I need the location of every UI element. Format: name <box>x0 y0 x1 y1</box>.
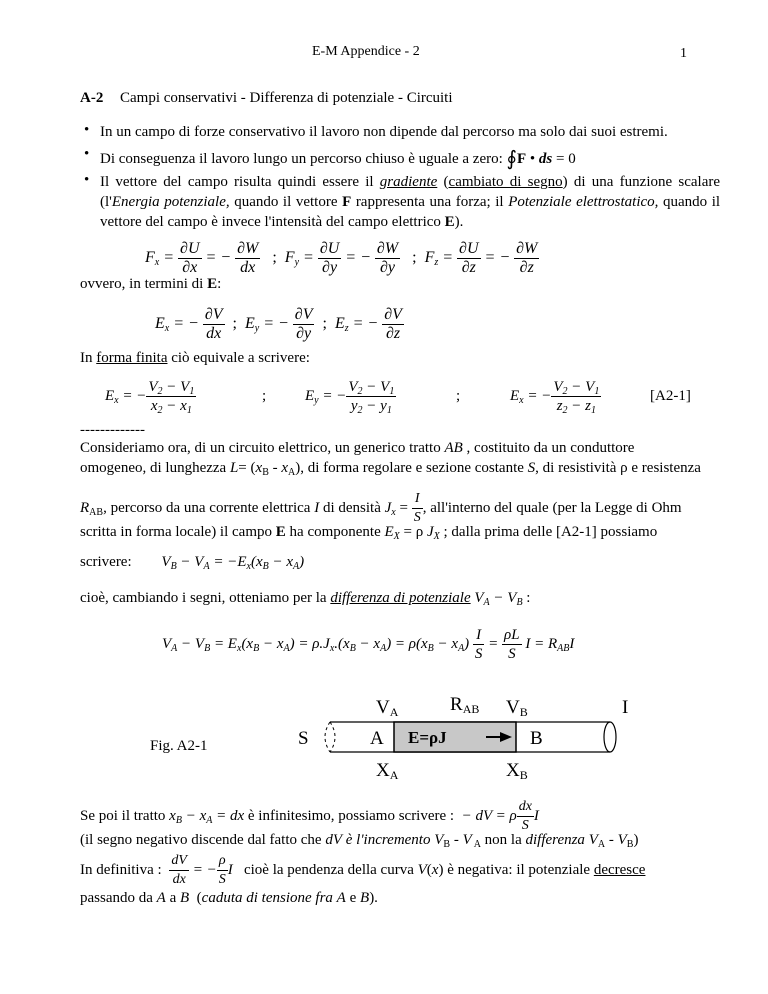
figure-caption: Fig. A2-1 <box>150 738 208 754</box>
section-title: Campi conservativi - Differenza di potenziale - Circuiti <box>120 90 453 106</box>
svg-text:XA: XA <box>376 760 399 782</box>
svg-text:XB: XB <box>506 760 528 782</box>
equation-force-gradient: $F_x$ = $\frac{\partial U}{\partial x}$ = − $\frac{\partial W}{dx}$ ; $F_y$ = $\frac{\partial U}{\partial y}$ = − $\frac{\partial W}{\partial y}$ ; $F_z$ = $\frac{\partial U}{\partial z}$ = − $\frac{\partial W}{\partial z}$ <box>145 240 538 276</box>
section-code: A-2 <box>80 90 104 106</box>
forma-finita-line: In forma finita ciò equivale a scrivere: <box>80 350 310 366</box>
equation-finite-y: $E_y$ = − $\frac{V_2 - V_1}{y_2 - y_1}$ <box>305 379 395 416</box>
bullet-2: Di conseguenza il lavoro lungo un percorso chiuso è uguale a zero: ∮F • ds = 0 <box>100 148 576 170</box>
bullet-dot: • <box>84 172 90 188</box>
bullet-dot: • <box>84 122 90 138</box>
bullet-dot: • <box>84 146 90 162</box>
paragraph-line-2: omogeneo, di lunghezza $L= (x_B - x_A)$, di forma regolare e sezione costante S, di resistività ρ e resistenza <box>80 460 701 478</box>
conductor-figure <box>290 680 660 790</box>
equation-finite-z: $E_x$ = − $\frac{V_2 - V_1}{z_2 - z_1}$ <box>510 379 600 416</box>
infinitesimal-line: Se poi il tratto $x_B - x_A$ = dx è infinitesimo, possiamo scrivere : − dV = ρ $\frac{dx}{S}$ I <box>80 799 539 833</box>
label-I: I <box>622 697 629 718</box>
page-number: 1 <box>680 46 687 61</box>
svg-text:RAB: RAB <box>450 694 480 716</box>
ddp-line: cioè, cambiando i segni, otteniamo per la differenza di potenziale $V_A - V_B$ : <box>80 590 531 608</box>
bullet-1: In un campo di forze conservativo il lavoro non dipende dal percorso ma solo dai suoi estremi. <box>100 124 668 140</box>
paragraph-line-3: $R_{AB}$, percorso da una corrente elettrica I di densità $J_x$ = $\frac{I}{S}$ , all'interno del quale (per la Legge di Ohm <box>80 491 682 525</box>
bullet-3: Il vettore del campo risulta quindi essere il gradiente (cambiato di segno) di una funzione scalare (l'Energia potenziale, quando il vettore F rappresenta una forza; il Potenziale elettrostatico, quando il vettore del campo è invece l'intensità del campo elettrico E). <box>100 174 721 230</box>
label-VA: V <box>376 697 390 718</box>
ovvero-line: ovvero, in termini di E: <box>80 276 222 292</box>
equation-ohm: $V_A - V_B = E_x(x_B - x_A) = \rho.J_x.(x_B - x_A) = \rho(x_B - x_A)$ $\frac{I}{S}$ = $\frac{\rho L}{S}$ $I = R_{AB}I$ <box>162 627 575 662</box>
running-title: E-M Appendice - 2 <box>312 44 420 59</box>
bullet-2-text: Di conseguenza il lavoro lungo un percorso chiuso è uguale a zero: <box>100 151 503 167</box>
equation-finite-x: $E_x$ = − $\frac{V_2 - V_1}{x_2 - x_1}$ <box>105 379 195 416</box>
svg-text:VB: VB <box>506 697 528 719</box>
label-XB: X <box>506 760 520 781</box>
paragraph-line-4: scritta in forma locale) il campo E ha componente $E_X = \rho$ $J_X$ ; dalla prima delle [A2-1] possiamo <box>80 524 658 542</box>
label-E: E=ρJ <box>408 728 447 747</box>
paragraph-line-1: Consideriamo ora, di un circuito elettrico, un generico tratto AB , costituito da un conduttore <box>80 440 635 456</box>
conclusion-line: In definitiva : $\frac{dV}{dx}$ = − $\frac{\rho}{S}$ I cioè la pendenza della curva V(x) è negativa: il potenziale decresce <box>80 853 646 887</box>
label-XA: X <box>376 760 390 781</box>
last-line: passando da A a B (caduta di tensione fra A e B). <box>80 890 378 906</box>
svg-text:VA: VA <box>376 697 399 719</box>
equation-tag: [A2-1] <box>650 388 691 404</box>
label-B: B <box>530 728 543 749</box>
label-VB: V <box>506 697 520 718</box>
label-S: S <box>298 728 309 749</box>
contour-integral-icon: ∮ <box>506 148 517 170</box>
separator: ------------- <box>80 422 145 438</box>
label-A: A <box>370 728 384 749</box>
paragraph-line-5: scrivere: $V_B - V_A = -E_x(x_B - x_A)$ <box>80 554 305 572</box>
sign-note: (il segno negativo discende dal fatto che dV è l'incremento $V_B$ - V $_A$ non la differenza $V_A - V_B$) <box>80 832 639 850</box>
label-RAB: R <box>450 694 463 715</box>
equation-field-gradient: $E_x$ = − $\frac{\partial V}{dx}$ ; $E_y$ = − $\frac{\partial V}{\partial y}$ ; $E_z$ = − $\frac{\partial V}{\partial z}$ <box>155 306 402 342</box>
